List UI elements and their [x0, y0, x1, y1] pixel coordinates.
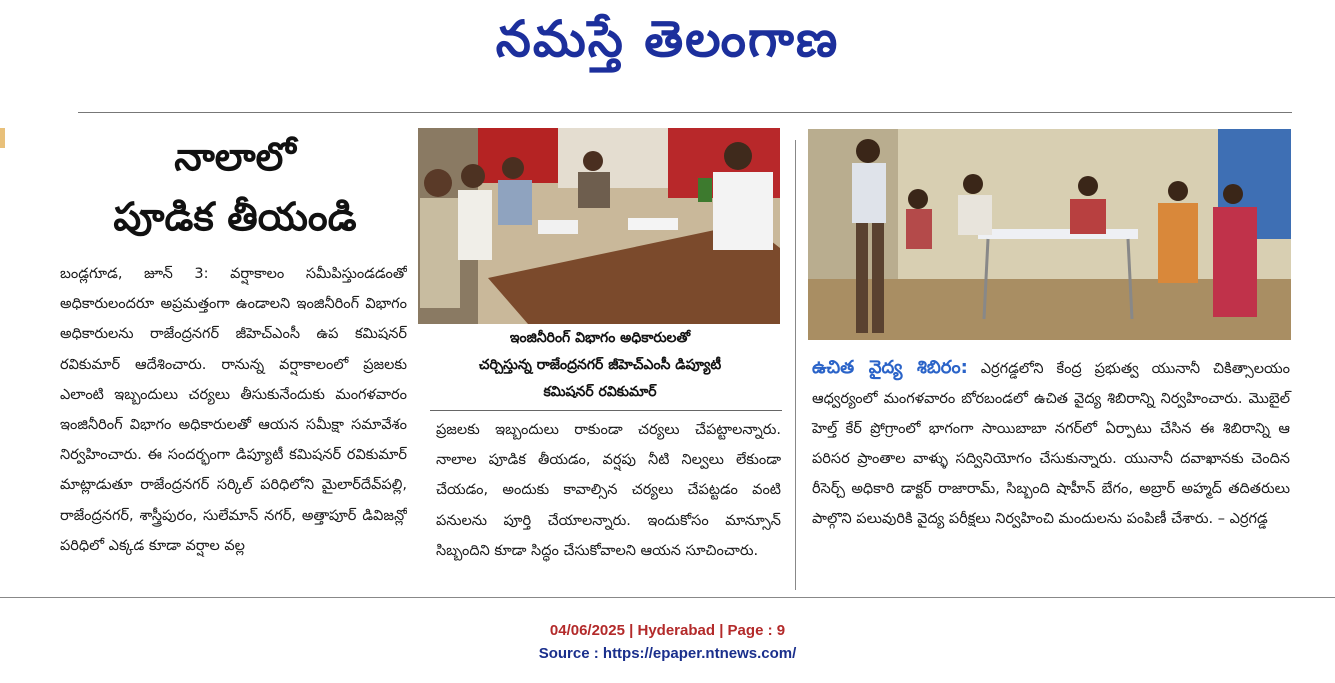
- medical-camp-photo: [808, 129, 1291, 340]
- headline-line-2: పూడిక తీయండి: [113, 195, 357, 240]
- edition-date-line: 04/06/2025 | Hyderabad | Page : 9: [549, 622, 786, 639]
- caption-divider: [430, 410, 782, 411]
- article-body-left: బండ్లగూడ, జూన్ 3: వర్షాకాలం సమీపిస్తుండడంతో అధికారులందరూ అప్రమత్తంగా ఉండాలని ఇంజినీరింగ్ విభాగం అధికారులను రాజేంద్రనగర్ జీహెచ్ఎంసీ ఉప కమిషనర్ రవికుమార్ ఆదేశించారు. రానున్న వర్షాకాలంలో ప్రజలకు ఎలాంటి ఇబ్బందులు చర్యలు తీసుకునేందుకు మంగళవారం ఇంజినీరింగ్ విభాగం అధికారులతో ఆయన సమీక్షా సమావేశం నిర్వహించారు. ఈ సందర్భంగా డిప్యూటీ కమిషనర్ రవికుమార్ మాట్లాడుతూ రాజేంద్రనగర్ సర్కిల్ పరిధిలోని మైలార్‌దేవ్‌పల్లి, రాజేంద్రనగర్, శాస్త్రీపురం, సులేమాన్ నగర్, అత్తాపూర్ డివిజన్లో పరిధిలో ఎక్కడ కూడా వర్షాల వల్ల: [60, 266, 407, 554]
- medical-camp-label: ఉచిత వైద్య శిబిరం:: [812, 357, 968, 378]
- medical-camp-body: ఎర్రగడ్డలోని కేంద్ర ప్రభుత్వ యునానీ చికిత్సాలయం ఆధ్వర్యంలో మంగళవారం బోరబండలో ఉచిత వైద్య శిబిరాన్ని నిర్వహించారు. మొబైల్ హెల్త్ కేర్ ప్రోగ్రాంలో భాగంగా సాయిబాబా నగర్‌లో ఏర్పాటు చేసిన ఈ శిబిరాన్ని ఆ పరిసర ప్రాంతాల వాళ్ళు సద్వినియోగం చేసుకున్నారు. యునానీ దవాఖానకు చెందిన రీసెర్చ్ అధికారి డాక్టర్ రాజారామ్, సిబ్బంది షాహీన్ బేగం, అబ్రార్ అహ్మద్ తదితరులు పాల్గొని పలువురికి వైద్య పరీక్షలు నిర్వహించి మందులను పంపిణీ చేశారు. – ఎర్రగడ్డ: [812, 361, 1290, 527]
- headline-line-1: నాలాలో: [174, 135, 296, 180]
- source-link[interactable]: Source : https://epaper.ntnews.com/: [538, 645, 797, 662]
- article-headline: [60, 128, 410, 248]
- caption-line-3: కమిషనర్ రవికుమార్: [543, 384, 657, 400]
- bottom-rule: [0, 597, 1335, 598]
- caption-line-2: చర్చిస్తున్న రాజేంద్రనగర్ జీహెచ్ఎంసీ డిప్యూటీ: [478, 357, 722, 373]
- article-body-middle: ప్రజలకు ఇబ్బందులు రాకుండా చర్యలు చేపట్టాలన్నారు. నాలాల పూడిక తీయడం, వర్షపు నీటి నిల్వలు లేకుండా చేయడం, అందుకు కావాల్సిన చర్యలు చేపట్టడం వంటి పనులను పూర్తి చేయాలన్నారు. ఇందుకోసం మాన్సూన్ సిబ్బందిని కూడా సిద్ధం చేసుకోవాలని ఆయన సూచించారు.: [436, 422, 781, 559]
- newspaper-masthead: నమస్తే తెలంగాణ: [495, 10, 840, 68]
- column-divider: [795, 140, 796, 590]
- photo-caption: [420, 325, 780, 406]
- page-edge-mark: [0, 128, 5, 148]
- meeting-photo: [418, 128, 780, 324]
- caption-line-1: ఇంజినీరింగ్ విభాగం అధికారులతో: [509, 330, 691, 346]
- top-rule: [78, 112, 1292, 113]
- medical-camp-article: [812, 353, 1290, 534]
